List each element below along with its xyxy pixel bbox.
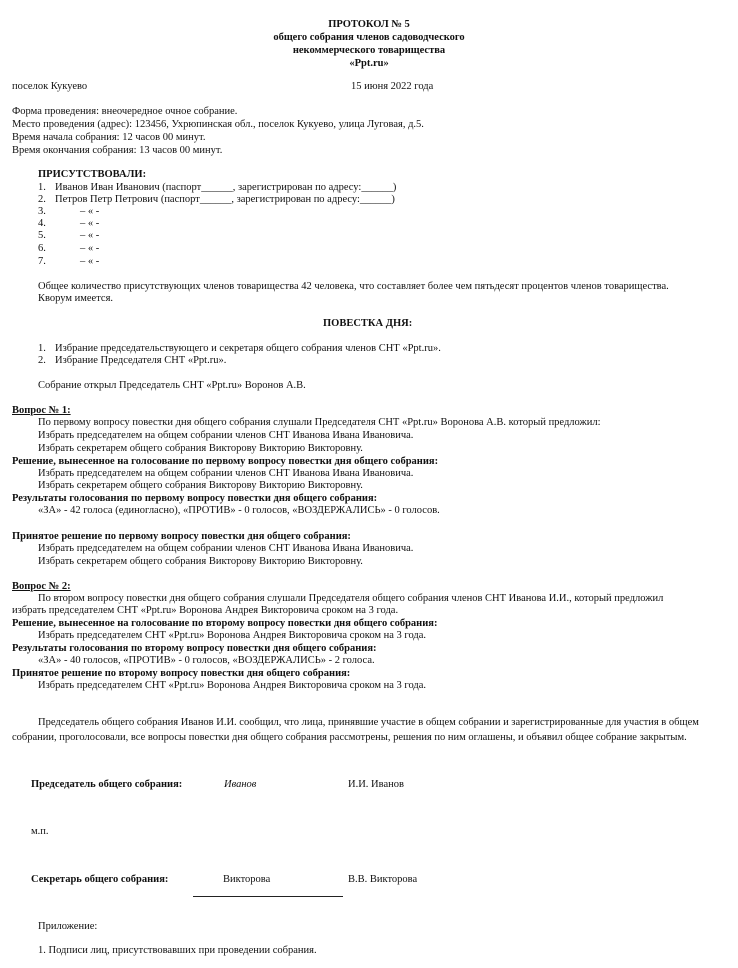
present-num-5: 5. <box>38 230 46 241</box>
present-num-3: 3. <box>38 206 46 217</box>
present-num-4: 4. <box>38 218 46 229</box>
meta-address: Место проведения (адрес): 123456, Ухрюпинская обл., поселок Кукуево, улица Луговая, д.5. <box>12 119 424 130</box>
present-item-6: – « - <box>80 243 100 254</box>
meeting-place: поселок Кукуево <box>12 81 88 92</box>
q2-decision-heading: Решение, вынесенное на голосование по второму вопросу повестки дня общего собрания: <box>12 618 438 629</box>
agenda-num-2: 2. <box>38 355 46 366</box>
q1-line-1: По первому вопросу повестки дня общего собрания слушали Председателя СНТ «Ppt.ru» Воронова А.В. который предложил: <box>38 417 601 428</box>
q2-votes: «ЗА» - 40 голосов, «ПРОТИВ» - 0 голосов, «ВОЗДЕРЖАЛИСЬ» - 2 голоса. <box>38 655 375 666</box>
q1-line-3: Избрать секретарем общего собрания Викторову Викторию Викторовну. <box>38 443 363 454</box>
q2-title: Вопрос № 2: <box>12 581 71 592</box>
protocol-title: ПРОТОКОЛ № 5 <box>328 19 410 30</box>
meta-end: Время окончания собрания: 13 часов 00 минут. <box>12 145 223 156</box>
q2-accepted-heading: Принятое решение по второму вопросу повестки дня общего собрания: <box>12 668 351 679</box>
meeting-date: 15 июня 2022 года <box>351 81 434 92</box>
q1-title: Вопрос № 1: <box>12 405 71 416</box>
chair-signature: Иванов <box>224 779 257 790</box>
q2-line-1b: избрать председателем СНТ «Ppt.ru» Воронова Андрея Викторовича сроком на 3 года. <box>12 605 399 616</box>
present-num-6: 6. <box>38 243 46 254</box>
quorum-note: Кворум имеется. <box>38 293 114 304</box>
q1-decision-heading: Решение, вынесенное на голосование по первому вопросу повестки дня общего собрания: <box>12 456 439 467</box>
q1-line-5: Избрать секретарем общего собрания Викторову Викторию Викторовну. <box>38 480 363 491</box>
present-item-1: Иванов Иван Иванович (паспорт______, зарегистрирован по адресу:______) <box>55 182 397 193</box>
q1-line-7: Избрать председателем на общем собрании членов СНТ Иванова Ивана Ивановича. <box>38 543 414 554</box>
protocol-subtitle-1: общего собрания членов садоводческого <box>273 32 465 43</box>
q1-line-2: Избрать председателем на общем собрании членов СНТ Иванова Ивана Ивановича. <box>38 430 414 441</box>
closing-line-1: Председатель общего собрания Иванов И.И. сообщил, что лица, принявшие участие в общем собрании и зарегистрированные для участия в общем <box>38 717 699 728</box>
present-heading: ПРИСУТСТВОВАЛИ: <box>38 169 147 180</box>
q1-line-4: Избрать председателем на общем собрании членов СНТ Иванова Ивана Ивановича. <box>38 468 414 479</box>
chair-label: Председатель общего собрания: <box>31 779 183 790</box>
appendix-heading: Приложение: <box>38 921 98 932</box>
closing-line-2: собрании, проголосовали, все вопросы повестки дня общего собрания рассмотрены, решения по ним оглашены, и объявил общее собрание закрытым. <box>12 732 687 743</box>
present-item-7: – « - <box>80 256 100 267</box>
secretary-signature-line <box>193 896 343 897</box>
present-num-7: 7. <box>38 256 46 267</box>
q2-line-2: Избрать председателем СНТ «Ppt.ru» Воронова Андрея Викторовича сроком на 3 года. <box>38 630 427 641</box>
q2-line-1: По втором вопросу повестки дня общего собрания слушали Председателя общего собрания членов СНТ Иванова И.И., который предложил <box>38 593 664 604</box>
meta-form: Форма проведения: внеочередное очное собрание. <box>12 106 238 117</box>
q2-line-4: Избрать председателем СНТ «Ppt.ru» Воронова Андрея Викторовича сроком на 3 года. <box>38 680 427 691</box>
present-num-1: 1. <box>38 182 46 193</box>
protocol-subtitle-3: «Ppt.ru» <box>349 58 389 69</box>
q1-results-heading: Результаты голосования по первому вопросу повестки дня общего собрания: <box>12 493 378 504</box>
secretary-signature: Викторова <box>223 874 271 885</box>
meeting-opened: Собрание открыл Председатель СНТ «Ppt.ru» Воронов А.В. <box>38 380 306 391</box>
agenda-heading: ПОВЕСТКА ДНЯ: <box>323 318 413 329</box>
q1-accepted-heading: Принятое решение по первому вопросу повестки дня общего собрания: <box>12 531 351 542</box>
protocol-subtitle-2: некоммерческого товарищества <box>292 45 446 56</box>
agenda-item-1: Избрание председательствующего и секретаря общего собрания членов СНТ «Ppt.ru». <box>55 343 441 354</box>
present-total: Общее количество присутствующих членов товарищества 42 человека, что составляет более чем пятьдесят процентов членов товарищества. <box>38 281 669 292</box>
q1-line-8: Избрать секретарем общего собрания Викторову Викторию Викторовну. <box>38 556 363 567</box>
meta-start: Время начала собрания: 12 часов 00 минут. <box>12 132 206 143</box>
secretary-label: Секретарь общего собрания: <box>31 874 169 885</box>
present-item-2: Петров Петр Петрович (паспорт______, зарегистрирован по адресу:______) <box>55 194 395 205</box>
agenda-num-1: 1. <box>38 343 46 354</box>
appendix-item: 1. Подписи лиц, присутствовавших при проведении собрания. <box>38 945 317 956</box>
present-item-5: – « - <box>80 230 100 241</box>
secretary-name: В.В. Викторова <box>348 874 418 885</box>
q2-results-heading: Результаты голосования по второму вопросу повестки дня общего собрания: <box>12 643 377 654</box>
chair-name: И.И. Иванов <box>348 779 404 790</box>
stamp-place: м.п. <box>31 826 49 837</box>
present-item-4: – « - <box>80 218 100 229</box>
present-item-3: – « - <box>80 206 100 217</box>
q1-votes: «ЗА» - 42 голоса (единогласно), «ПРОТИВ» - 0 голосов, «ВОЗДЕРЖАЛИСЬ» - 0 голосов. <box>38 505 440 516</box>
agenda-item-2: Избрание Председателя СНТ «Ppt.ru». <box>55 355 227 366</box>
present-num-2: 2. <box>38 194 46 205</box>
